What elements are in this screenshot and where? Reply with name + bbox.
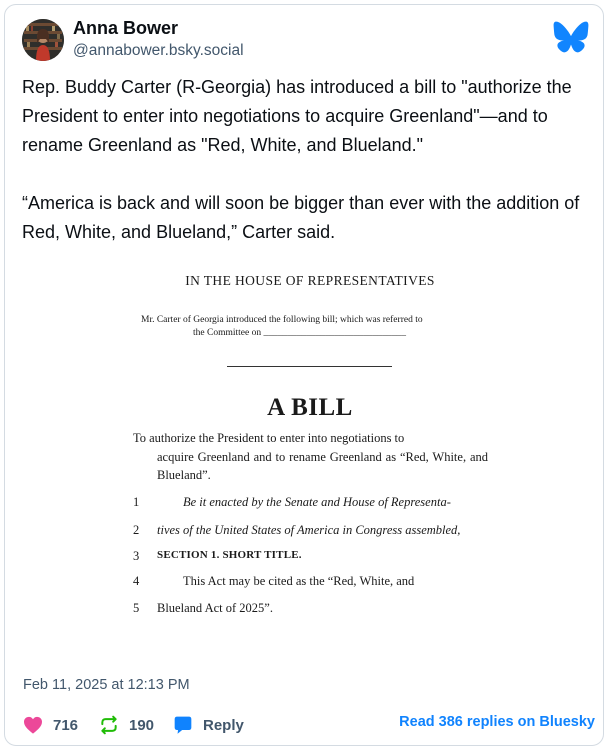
avatar[interactable] bbox=[22, 19, 64, 61]
avatar-image bbox=[22, 19, 64, 61]
bill-line-number: 3 bbox=[133, 549, 140, 563]
bill-line-number: 1 bbox=[133, 495, 140, 509]
post-actions bbox=[23, 713, 595, 737]
like-count: 716 bbox=[53, 716, 79, 734]
repost-count: 190 bbox=[129, 716, 155, 734]
bill-line-text: Be it enacted by the Senate and House of Representa- bbox=[183, 495, 451, 509]
bill-divider bbox=[227, 366, 392, 367]
repost-button[interactable] bbox=[99, 713, 154, 737]
author-name[interactable]: Anna Bower bbox=[73, 18, 179, 38]
reply-button[interactable] bbox=[173, 713, 244, 737]
heart-icon bbox=[23, 716, 43, 734]
bill-line-text: SECTION 1. SHORT TITLE. bbox=[157, 549, 302, 561]
post-paragraph-2: “America is back and will soon be bigger than ever with the addition of Red, White, and Blueland,” Carter said. bbox=[22, 193, 580, 242]
bill-house-heading: IN THE HOUSE OF REPRESENTATIVES bbox=[185, 273, 435, 288]
reply-bubble-icon bbox=[173, 715, 193, 735]
author-handle[interactable]: @annabower.bsky.social bbox=[73, 42, 244, 59]
bill-intro-line1: of Georgia introduced the following bill; which was referred to bbox=[182, 315, 423, 325]
post-paragraph-1: Rep. Buddy Carter (R-Georgia) has introduced a bill to "authorize the President to enter into negotiations to acquire Greenland"—and to rename Greenland as "Red, White, and Blueland." bbox=[22, 77, 572, 155]
embedded-post-card bbox=[4, 4, 604, 746]
bill-intro-line2: the Committee on ______________________________ bbox=[193, 328, 406, 338]
bill-line-number: 4 bbox=[133, 574, 140, 588]
reply-label: Reply bbox=[203, 716, 244, 734]
bill-sponsor: Mr. Carter bbox=[141, 315, 181, 325]
bill-introduction bbox=[141, 314, 486, 340]
bill-purpose-rest: acquire Greenland and to rename Greenland as “Red, White, and Blueland”. bbox=[157, 449, 488, 482]
bill-line-text: This Act may be cited as the “Red, White, and bbox=[183, 574, 415, 588]
like-button[interactable] bbox=[23, 713, 78, 737]
post-text bbox=[22, 73, 592, 247]
read-replies-link[interactable]: Read 386 replies on Bluesky bbox=[399, 714, 595, 730]
bill-line-text: tives of the United States of America in Congress assembled, bbox=[157, 523, 461, 537]
repost-icon bbox=[99, 715, 119, 735]
post-timestamp[interactable]: Feb 11, 2025 at 12:13 PM bbox=[23, 677, 190, 693]
bill-line-number: 2 bbox=[133, 523, 140, 537]
bill-title: A BILL bbox=[267, 394, 353, 421]
bill-line-number: 5 bbox=[133, 601, 140, 615]
bill-image[interactable] bbox=[65, 253, 545, 653]
bill-line-text: Blueland Act of 2025”. bbox=[157, 601, 273, 615]
bill-purpose bbox=[133, 429, 488, 485]
bluesky-butterfly-icon[interactable] bbox=[553, 21, 589, 53]
bill-purpose-first: To authorize the President to enter into negotiations to bbox=[133, 431, 405, 445]
